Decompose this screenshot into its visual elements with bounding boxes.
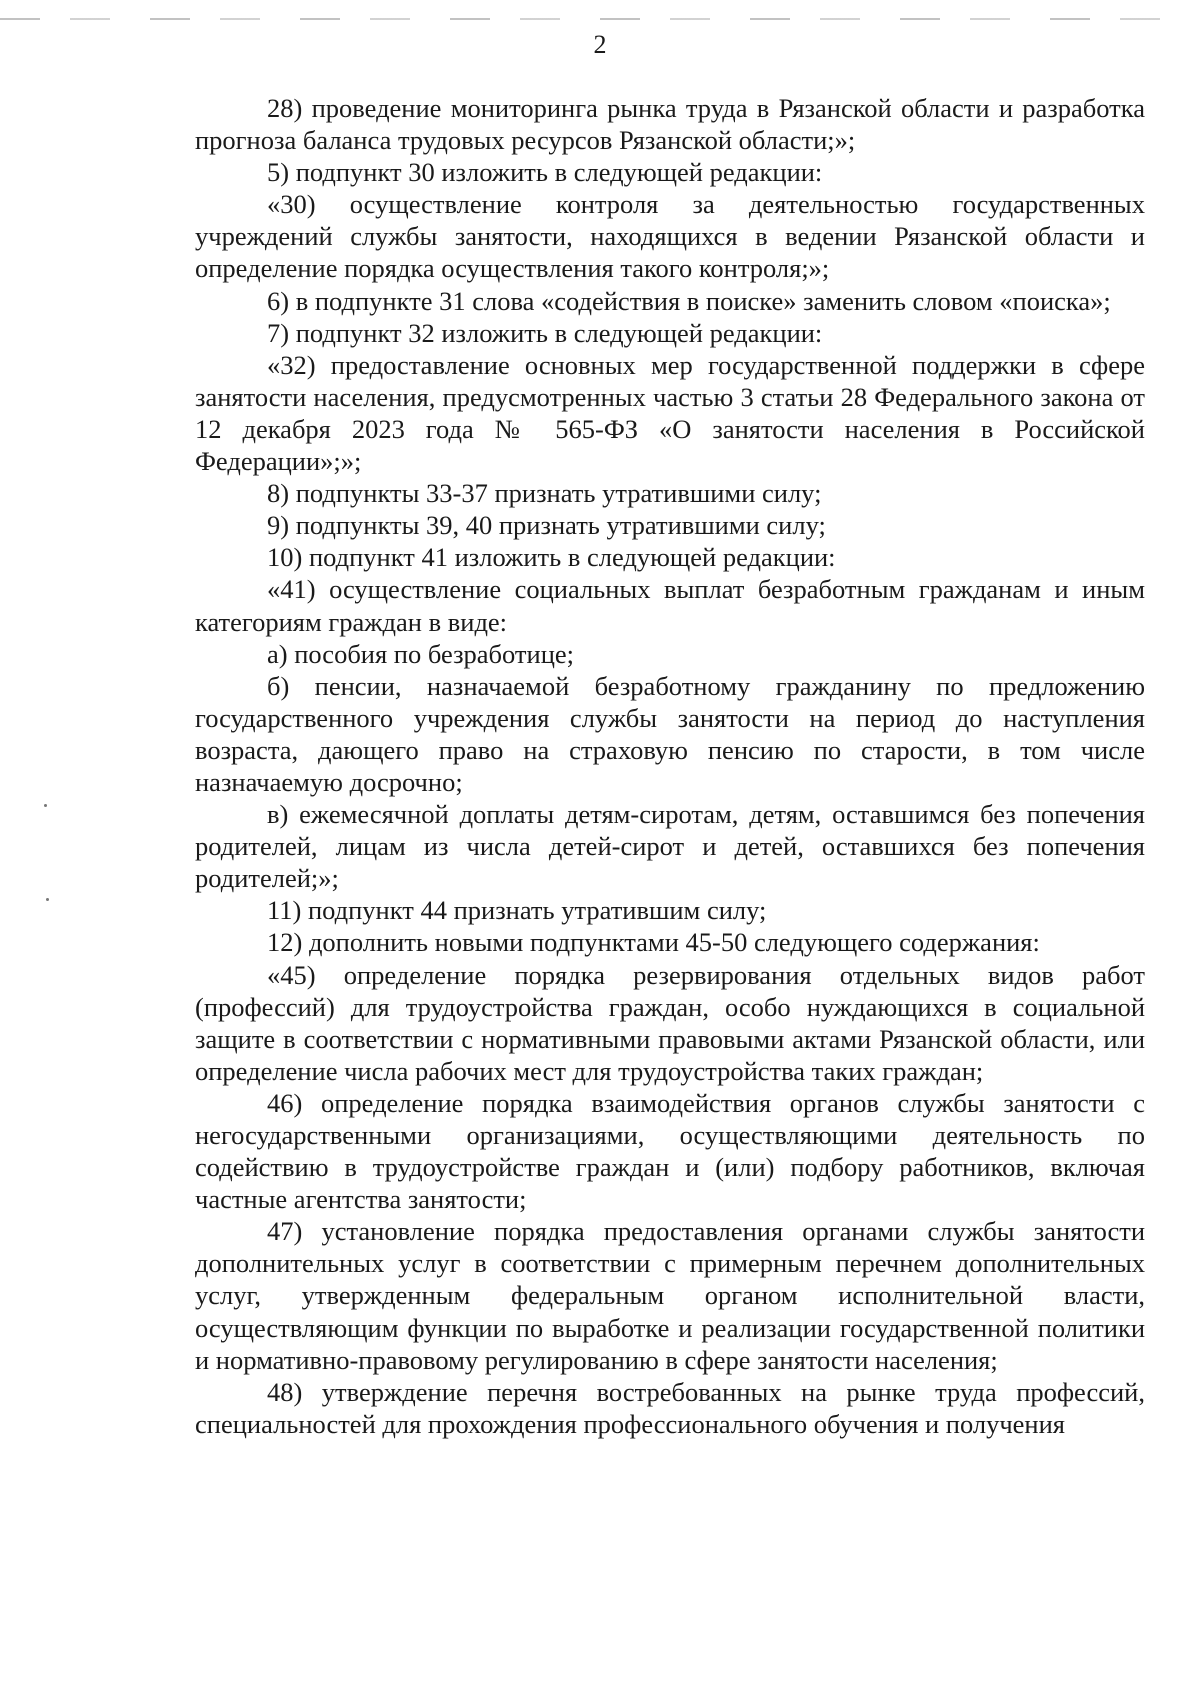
scan-border-artifact <box>0 18 1200 20</box>
paragraph-amend-9: 9) подпункты 39, 40 признать утратившими силу; <box>267 510 826 541</box>
scan-speck <box>44 804 47 807</box>
paragraph-amend-8: 8) подпункты 33-37 признать утратившими силу; <box>267 478 822 509</box>
page-number: 2 <box>593 30 607 59</box>
paragraph-item-32: «32) предоставление основных мер государственной поддержки в сфере занятости населения, предусмотренных частью 3 статьи 28 Федерального закона от 12 декабря 2023 года № 565-ФЗ «О занятости населения в Российской Федерации»;»; <box>195 349 1145 477</box>
paragraph-amend-7: 7) подпункт 32 изложить в следующей редакции: <box>267 317 823 348</box>
paragraph-item-30: «30) осуществление контроля за деятельностью государственных учреждений службы занятости, находящихся в ведении Рязанской области и определение порядка осуществления такого контроля;»; <box>195 189 1145 284</box>
paragraph-item-47: 47) установление порядка предоставления органами службы занятости дополнительных услуг в соответствии с примерным перечнем дополнительных услуг, утвержденным федеральным органом исполнительной власти, осуществляющим функции по выработке и реализации государственной политики и нормативно-правовому регулированию в сфере занятости населения; <box>195 1216 1145 1375</box>
paragraph-item-41-b: б) пенсии, назначаемой безработному гражданину по предложению государственного учреждения службы занятости на период до наступления возраста, дающего право на страховую пенсию по старости, в том числе назначаемую досрочно; <box>195 670 1145 797</box>
paragraph-item-41-a: а) пособия по безработице; <box>267 638 575 669</box>
paragraph-item-41: «41) осуществление социальных выплат безработным гражданам и иным категориям граждан в виде: <box>195 574 1145 637</box>
paragraph-amend-12: 12) дополнить новыми подпунктами 45-50 следующего содержания: <box>267 927 1040 958</box>
paragraph-item-48: 48) утверждение перечня востребованных на рынке труда профессий, специальностей для прохождения профессионального обучения и получения <box>195 1376 1145 1439</box>
paragraph-amend-11: 11) подпункт 44 признать утратившим силу; <box>267 895 767 926</box>
scan-speck <box>46 898 49 901</box>
paragraph-amend-10: 10) подпункт 41 изложить в следующей редакции: <box>267 542 836 573</box>
paragraph-item-41-v: в) ежемесячной доплаты детям-сиротам, детям, оставшимся без попечения родителей, лицам из числа детей-сирот и детей, оставшихся без попечения родителей;»; <box>195 799 1145 894</box>
paragraph-item-46: 46) определение порядка взаимодействия органов службы занятости с негосударственными организациями, осуществляющими деятельность по содействию в трудоустройстве граждан и (или) подбору работников, включая частные агентства занятости; <box>195 1087 1145 1215</box>
paragraph-amend-5: 5) подпункт 30 изложить в следующей редакции: <box>267 157 823 188</box>
paragraph-amend-6: 6) в подпункте 31 слова «содействия в поиске» заменить словом «поиска»; <box>267 285 1111 316</box>
paragraph-item-28: 28) проведение мониторинга рынка труда в Рязанской области и разработка прогноза баланса трудовых ресурсов Рязанской области;»; <box>195 93 1145 156</box>
document-body <box>195 92 1145 1440</box>
paragraph-item-45: «45) определение порядка резервирования отдельных видов работ (профессий) для трудоустройства граждан, особо нуждающихся в социальной защите в соответствии с нормативными правовыми актами Рязанской области, или определение числа рабочих мест для трудоустройства таких граждан; <box>195 959 1145 1086</box>
